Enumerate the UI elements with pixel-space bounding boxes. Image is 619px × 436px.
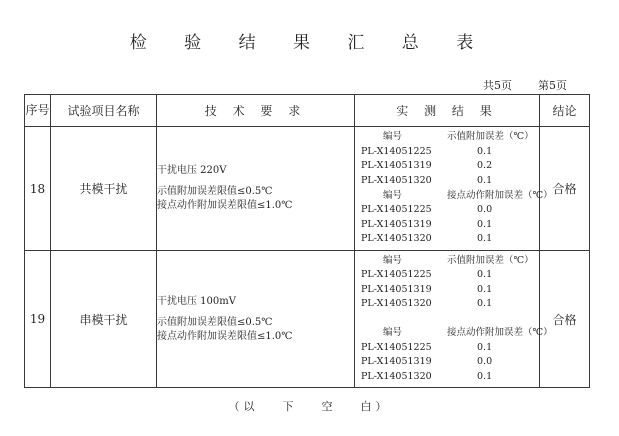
footer-word: 空 (321, 400, 337, 413)
results-col-value-header: 接点动作附加误差（℃） (447, 327, 553, 338)
result-value: 0.1 (477, 283, 493, 295)
row-verdict: 合格 (540, 127, 590, 251)
result-entry (355, 145, 539, 160)
footer-word: 白） (360, 400, 391, 413)
page-info (483, 77, 567, 93)
results-group-header (355, 254, 539, 269)
page-current: 第5页 (538, 79, 567, 92)
requirement-line: 接点动作附加误差限值≤1.0℃ (157, 200, 293, 211)
result-device-id: PL-X14051320 (361, 233, 432, 245)
results-col-value-header: 示值附加误差（℃） (447, 254, 534, 266)
end-of-table-note (0, 398, 619, 414)
result-entry (355, 159, 539, 174)
results-col-value-header: 示值附加误差（℃） (447, 131, 534, 143)
result-value: 0.1 (477, 145, 493, 157)
result-device-id: PL-X14051320 (361, 174, 432, 186)
result-device-id: PL-X14051319 (361, 218, 432, 230)
page-title: 检 验 结 果 汇 总 表 (129, 33, 490, 53)
result-entry (355, 283, 539, 298)
row-item-name: 串模干扰 (51, 251, 157, 388)
result-device-id: PL-X14051225 (361, 269, 432, 281)
results-group-header (355, 326, 553, 341)
result-device-id: PL-X14051319 (361, 160, 432, 172)
result-value: 0.0 (477, 204, 493, 216)
results-col-id-header: 编号 (383, 327, 403, 338)
row-results (355, 251, 553, 388)
result-value: 0.2 (477, 160, 493, 172)
results-col-id-header: 编号 (383, 189, 403, 201)
requirement-line: 干扰电压 220V (157, 165, 227, 176)
result-value: 0.1 (477, 174, 493, 186)
row-requirements (157, 127, 355, 251)
requirement-spacer (157, 309, 354, 316)
result-entry (355, 174, 539, 189)
result-value: 0.0 (477, 356, 493, 368)
result-value: 0.1 (477, 218, 493, 230)
page-total: 共5页 (483, 79, 512, 92)
result-entry (355, 232, 539, 247)
footer-word: （以 (228, 400, 259, 413)
requirement-line: 示值附加误差限值≤0.5℃ (157, 316, 273, 328)
header-item: 试验项目名称 (51, 95, 157, 127)
table-row (25, 127, 590, 251)
results-spacer (355, 312, 539, 326)
result-entry (355, 297, 539, 312)
row-seq: 18 (25, 127, 51, 251)
result-value: 0.1 (477, 233, 493, 245)
row-requirements (157, 251, 355, 388)
results-group-header (355, 189, 553, 204)
result-value: 0.1 (477, 269, 493, 281)
result-device-id: PL-X14051320 (361, 298, 432, 310)
result-entry (355, 355, 539, 370)
results-summary-table (24, 94, 590, 388)
header-requirement: 技 术 要 求 (157, 95, 355, 127)
results-col-value-header: 接点动作附加误差（℃） (447, 189, 553, 201)
requirement-line: 干扰电压 100mV (157, 295, 236, 307)
requirement-line: 示值附加误差限值≤0.5℃ (157, 186, 273, 197)
result-device-id: PL-X14051225 (361, 341, 432, 353)
result-device-id: PL-X14051319 (361, 356, 432, 368)
result-entry (355, 341, 539, 356)
result-entry (355, 268, 539, 283)
header-results: 实 测 结 果 (355, 95, 540, 127)
result-device-id: PL-X14051320 (361, 370, 432, 382)
result-device-id: PL-X14051225 (361, 204, 432, 216)
table-header-row (25, 95, 590, 127)
row-verdict: 合格 (540, 251, 590, 388)
row-item-name: 共模干扰 (51, 127, 157, 251)
table-row (25, 251, 590, 388)
result-entry (355, 203, 539, 218)
header-verdict: 结论 (540, 95, 590, 127)
result-value: 0.1 (477, 370, 493, 382)
requirement-line: 接点动作附加误差限值≤1.0℃ (157, 330, 293, 342)
result-entry (355, 218, 539, 233)
results-col-id-header: 编号 (383, 254, 403, 266)
requirement-spacer (157, 178, 354, 185)
result-device-id: PL-X14051319 (361, 283, 432, 295)
result-value: 0.1 (477, 298, 493, 310)
results-col-id-header: 编号 (383, 131, 403, 143)
results-group-header (355, 130, 539, 145)
header-seq: 序号 (25, 95, 51, 127)
row-results (355, 127, 553, 251)
result-value: 0.1 (477, 341, 493, 353)
footer-word: 下 (282, 400, 298, 413)
row-seq: 19 (25, 251, 51, 388)
result-entry (355, 370, 539, 385)
result-device-id: PL-X14051225 (361, 145, 432, 157)
